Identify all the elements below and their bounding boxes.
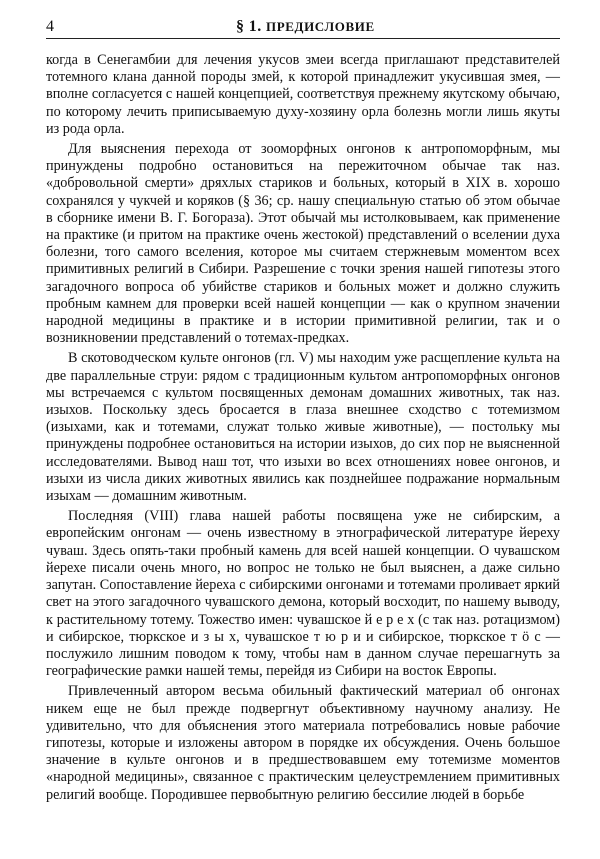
book-page bbox=[46, 14, 560, 807]
section-title: ПРЕДИСЛОВИЕ bbox=[266, 19, 375, 34]
page-body bbox=[46, 52, 560, 804]
section-heading bbox=[236, 18, 375, 36]
paragraph: Для выяснения перехода от зооморфных онгонов к антропоморфным, мы принуждены подробно остановиться на пережиточном обычае так наз. «добровольной смерти» дряхлых стариков и больных, который в XIX в. хорошо сохранялся у чукчей и коряков (§ 36; ср. нашу специальную статью об этом обычае в сборнике имени В. Г. Богораза). Этот обычай мы истолковываем, как применение на практике (и притом на практике очень жестокой) представлений о вселении духа болезни, того самого вселения, которое мы считаем стержневым моментом всех примитивных религий в Сибири. Разрешение с точки зрения нашей гипотезы этого загадочного вопроса об убийстве стариков и больных может и должно служить пробным камнем для проверки всей нашей концепции — как о крупном значении народной медицины в практике и в истории примитивной религии, так и о возникновении представлений о тотемах-предках. bbox=[46, 141, 560, 347]
section-mark: § 1. bbox=[236, 18, 262, 35]
paragraph: Последняя (VIII) глава нашей работы посвящена уже не сибирским, а европейским онгонам — очень известному в этнографической литературе йереху чуваш. Здесь опять-таки пробный камень для всей нашей концепции. О чувашском йерехе писали очень много, но вопрос не только не был выяснен, а даже сильно запутан. Сопоставление йереха с сибирскими онгонами и тотемами проливает яркий свет на этого загадочного чувашского демона, который восходит, по нашему выводу, к растительному тотему. Тожество имен: чувашское й е р е х (с так наз. ротацизмом) и сибирское, тюркское и з ы х, чувашское т ю р и и сибирское, тюркское т ö с — послужило лишним поводом к тому, чтобы нам в данном случае перешагнуть за географические рамки нашей темы, перейдя из Сибири на восток Европы. bbox=[46, 508, 560, 680]
running-header bbox=[46, 14, 560, 39]
paragraph: В скотоводческом культе онгонов (гл. V) мы находим уже расщепление культа на две параллельные струи: рядом с традиционным культом антропоморфных онгонов мы встречаемся с культом посвященных демонам домашних животных, так наз. изыхов. Поскольку здесь бросается в глаза внешнее сходство с тотемизмом (изыхами, как и тотемами, служат только живые животные), — постольку мы принуждены подробнее остановиться на истории изыхов, до сих пор не выясненной исследователями. Вывод наш тот, что изыхи во всех отношениях новее онгонов, и изыхи из числа диких животных явились как позднейшее подражание нормальным изыхам — домашним животным. bbox=[46, 350, 560, 505]
paragraph: когда в Сенегамбии для лечения укусов змеи всегда приглашают представителей тотемного клана данной породы змей, к которой принадлежит укусившая змея, — вполне согласуется с нашей концепцией, соответствуя прежнему якутскому обычаю, по которому лечить приписываемую духу-хозяину орла болезнь могли лишь якуты из рода орла. bbox=[46, 52, 560, 137]
page-number: 4 bbox=[46, 18, 54, 35]
paragraph: Привлеченный автором весьма обильный фактический материал об онгонах никем еще не был прежде подвергнут объективному научному анализу. Не удивительно, что для объяснения этого материала потребовались новые рабочие гипотезы, которые и изложены автором в порядке их обсуждения. Очень большое значение в культе онгонов и в предшествовавшем ему тотемизме моментов «народной медицины», связанное с практическим целеустремлением примитивных религий вообще. Породившее первобытную религию бессилие людей в борьбе bbox=[46, 683, 560, 803]
